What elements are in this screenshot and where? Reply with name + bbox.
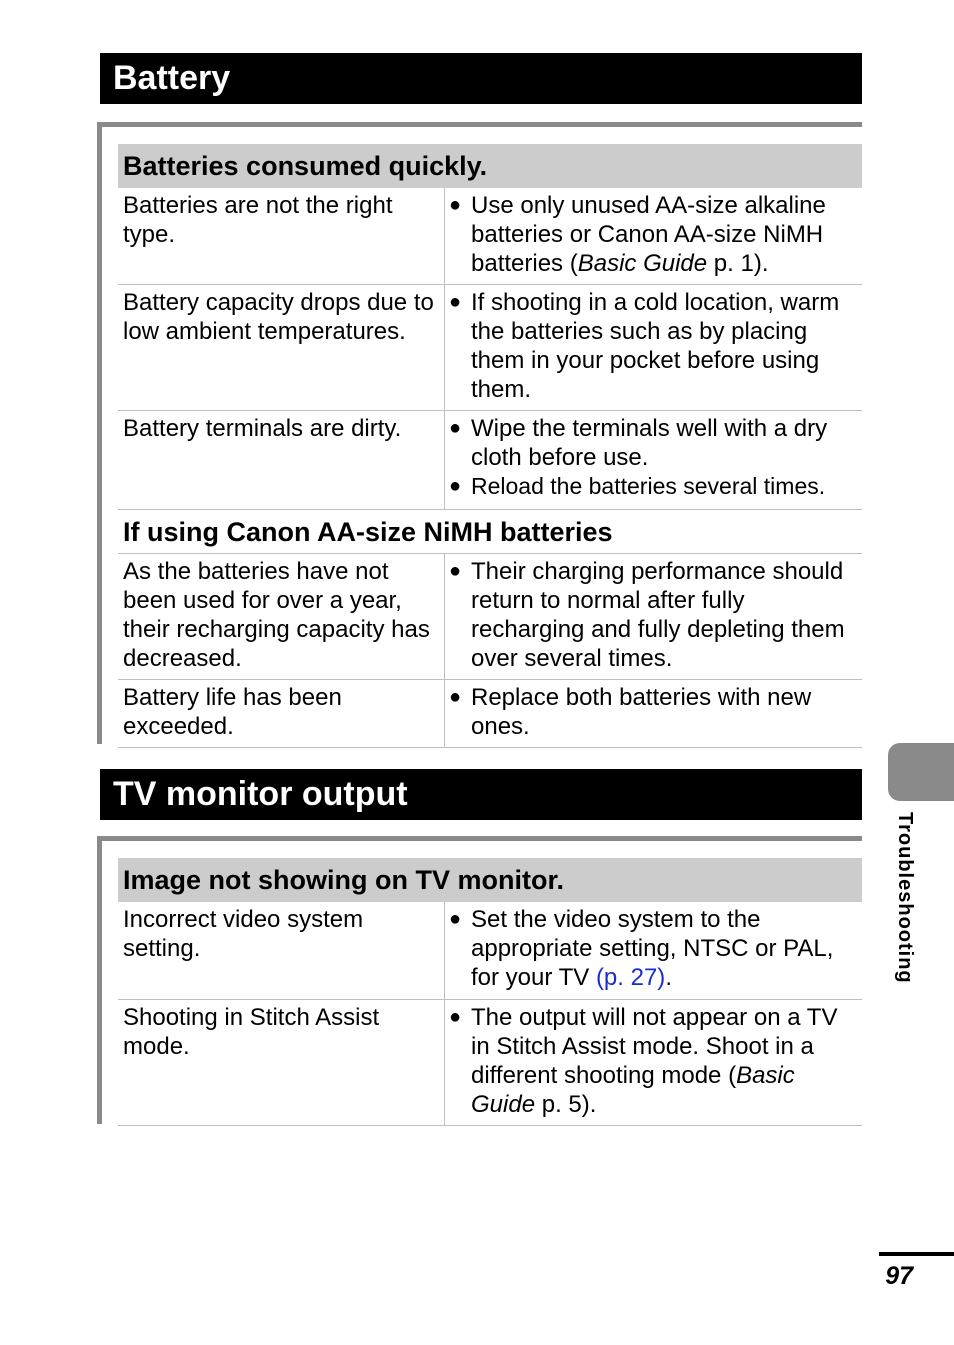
solution-text: Set the video system to the appropriate setting, NTSC or PAL, for your TV (p. 27). xyxy=(471,906,834,991)
table-row xyxy=(118,902,862,1000)
bullet-icon: ● xyxy=(449,1006,462,1028)
solution-item xyxy=(449,414,858,472)
table-row xyxy=(118,411,862,510)
table-row xyxy=(118,285,862,411)
solution-cell xyxy=(445,554,862,679)
section-title-battery: Battery xyxy=(100,53,862,104)
bullet-icon: ● xyxy=(449,475,462,497)
issue-text: As the batteries have not been used for over a year, their recharging capacity has decreased. xyxy=(118,554,445,679)
chapter-tab xyxy=(888,743,954,801)
solution-cell xyxy=(445,188,862,284)
issue-text: Incorrect video system setting. xyxy=(118,902,445,999)
bullet-icon: ● xyxy=(449,417,462,439)
solution-text: Replace both batteries with new ones. xyxy=(471,684,812,740)
solution-item xyxy=(449,472,858,501)
solution-item xyxy=(449,288,858,404)
solution-text: Use only unused AA-size alkaline batteries or Canon AA-size NiMH batteries (Basic Guide p. 1). xyxy=(471,192,826,277)
solution-text: Reload the batteries several times. xyxy=(471,473,826,499)
solution-cell xyxy=(445,1000,862,1125)
solution-cell xyxy=(445,411,862,509)
issue-text: Batteries are not the right type. xyxy=(118,188,445,284)
solution-item xyxy=(449,683,858,741)
solution-item xyxy=(449,191,858,278)
bullet-icon: ● xyxy=(449,291,462,313)
bullet-icon: ● xyxy=(449,194,462,216)
issue-text: Shooting in Stitch Assist mode. xyxy=(118,1000,445,1125)
issue-text: Battery terminals are dirty. xyxy=(118,411,445,509)
subheader-image-not-showing: Image not showing on TV monitor. xyxy=(118,858,862,902)
solution-text: If shooting in a cold location, warm the batteries such as by placing them in your pocket before using them. xyxy=(471,289,840,403)
subheader-batteries-consumed: Batteries consumed quickly. xyxy=(118,144,862,188)
table-row xyxy=(118,680,862,748)
battery-table xyxy=(97,122,862,744)
solution-text: Wipe the terminals well with a dry cloth before use. xyxy=(471,415,828,471)
page-number-rule xyxy=(879,1252,954,1256)
page-number: 97 xyxy=(885,1262,913,1290)
subheader-nimh: If using Canon AA-size NiMH batteries xyxy=(118,510,862,554)
issue-text: Battery life has been exceeded. xyxy=(118,680,445,747)
solution-cell xyxy=(445,680,862,747)
solution-text: Their charging performance should return to normal after fully recharging and fully depleting them over several times. xyxy=(471,558,845,672)
table-row xyxy=(118,1000,862,1126)
solution-text: The output will not appear on a TV in Stitch Assist mode. Shoot in a different shooting mode (Basic Guide p. 5). xyxy=(471,1004,838,1118)
bullet-icon: ● xyxy=(449,908,462,930)
page-link[interactable]: (p. 27) xyxy=(595,964,666,991)
solution-cell xyxy=(445,902,862,999)
solution-item xyxy=(449,557,858,673)
table-row xyxy=(118,554,862,680)
tv-table xyxy=(97,836,862,1124)
solution-item xyxy=(449,1003,858,1119)
bullet-icon: ● xyxy=(449,560,462,582)
chapter-label: Troubleshooting xyxy=(894,812,916,984)
section-title-tv-monitor: TV monitor output xyxy=(100,769,862,820)
solution-cell xyxy=(445,285,862,410)
table-row xyxy=(118,188,862,285)
issue-text: Battery capacity drops due to low ambient temperatures. xyxy=(118,285,445,410)
bullet-icon: ● xyxy=(449,686,462,708)
solution-item xyxy=(449,905,858,992)
